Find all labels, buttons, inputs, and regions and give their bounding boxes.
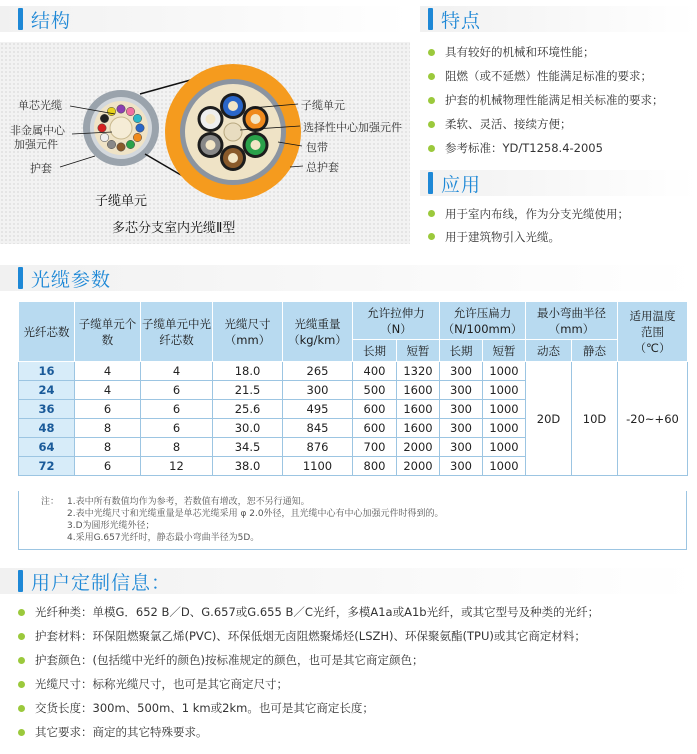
heading-bar — [428, 8, 433, 30]
heading-bar — [428, 172, 433, 194]
applications-heading — [428, 170, 481, 196]
features-heading — [428, 6, 481, 32]
params-heading — [18, 265, 111, 291]
list-item: 阻燃（或不延燃）性能满足标准的要求； — [428, 64, 664, 88]
header-weight: 光缆重量 （kg/km） — [283, 302, 353, 362]
list-item: 护套颜色：(包括缆中光纤的颜色)按标准规定的颜色，也可是其它商定颜色； — [18, 648, 599, 672]
custom-list — [18, 600, 599, 744]
table-row: 48 8 6 30.0 845 600 1600 300 1000 — [19, 419, 688, 438]
bullet-icon — [18, 705, 25, 712]
header-bend-dynamic: 动态 — [526, 340, 572, 362]
structure-title: 结构 — [31, 9, 72, 32]
heading-bar — [18, 8, 23, 30]
cable-illustration — [0, 42, 410, 244]
header-crush-long: 长期 — [440, 340, 483, 362]
header-sub-units: 子缆单元个数 — [75, 302, 141, 362]
fiber-dot — [107, 107, 115, 115]
header-bend-static: 静态 — [572, 340, 618, 362]
list-item: 具有较好的机械和环境性能； — [428, 40, 664, 64]
heading-bar — [18, 570, 23, 592]
bullet-icon — [18, 609, 25, 616]
fiber-dot — [133, 114, 141, 122]
header-tensile: 允许拉伸力 （N） — [353, 302, 440, 340]
structure-heading — [18, 6, 71, 32]
list-item: 其它要求：商定的其它特殊要求。 — [18, 720, 599, 744]
list-item: 交货长度：300m、500m、1 km或2km。也可是其它商定长度； — [18, 696, 599, 720]
params-title: 光缆参数 — [31, 268, 112, 291]
bullet-icon — [428, 97, 435, 104]
bullet-icon — [428, 49, 435, 56]
table-notes — [18, 491, 687, 550]
bullet-icon — [18, 729, 25, 736]
label-optional-strength: 选择性中心加强元件 — [303, 121, 402, 134]
note-item: 3.D为圆形光缆外径； — [67, 521, 155, 531]
list-item: 护套的机械物理性能满足相关标准的要求； — [428, 88, 664, 112]
header-crush: 允许压扁力 （N/100mm） — [440, 302, 526, 340]
label-outer-sheath: 总护套 — [306, 161, 339, 174]
table-row: 36 6 6 25.6 495 600 1600 300 1000 — [19, 400, 688, 419]
header-bend: 最小弯曲半径 （mm） — [526, 302, 618, 340]
header-crush-short: 短暂 — [483, 340, 526, 362]
applications-list — [428, 202, 629, 248]
fiber-dot — [117, 143, 125, 151]
label-sub-unit-caption: 子缆单元 — [95, 194, 148, 209]
heading-bar — [18, 267, 23, 289]
fiber-dot — [133, 133, 141, 141]
table-row: 72 6 12 38.0 1100 800 2000 300 1000 — [19, 457, 688, 476]
params-table — [18, 301, 688, 476]
bend-static-value: 10D — [572, 362, 618, 476]
fiber-dot — [98, 124, 106, 132]
cable-diagram — [0, 42, 410, 244]
note-item: 4.采用G.657光纤时，静态最小弯曲半径为5D。 — [67, 533, 260, 543]
fiber-dot — [136, 124, 144, 132]
header-fibers-per-unit: 子缆单元中光纤芯数 — [141, 302, 213, 362]
sub-unit-core — [206, 140, 216, 150]
center-strength-member — [224, 123, 242, 141]
sub-unit-core — [251, 114, 261, 124]
features-title: 特点 — [441, 9, 482, 32]
sub-unit-core — [251, 140, 261, 150]
label-sheath: 护套 — [30, 162, 52, 175]
fiber-dot — [117, 105, 125, 113]
table-row: 64 8 8 34.5 876 700 2000 300 1000 — [19, 438, 688, 457]
bullet-icon — [18, 657, 25, 664]
note-item: 1.表中所有数值均作为参考，若数值有增改，恕不另行通知。 — [67, 497, 310, 507]
features-list — [428, 40, 664, 160]
fiber-dot — [126, 107, 134, 115]
table-row: 24 4 6 21.5 300 500 1600 300 1000 — [19, 381, 688, 400]
bullet-icon — [428, 210, 435, 217]
bullet-icon — [428, 145, 435, 152]
note-item: 2.表中光缆尺寸和光缆重量是单芯光缆采用 φ 2.0外径，且光缆中心有中心加强元件时得到的。 — [67, 509, 444, 519]
label-sub-unit: 子缆单元 — [301, 99, 345, 112]
list-item: 护套材料：环保阻燃聚氯乙烯(PVC)、环保低烟无卤阻燃聚烯烃(LSZH)、环保聚氨酯(TPU)或其它商定材料； — [18, 624, 599, 648]
header-fiber-count: 光纤芯数 — [19, 302, 75, 362]
fiber-dot — [107, 140, 115, 148]
custom-title: 用户定制信息： — [31, 571, 172, 594]
header-size: 光缆尺寸 （mm） — [213, 302, 283, 362]
label-single-fiber: 单芯光缆 — [18, 99, 62, 112]
bullet-icon — [18, 633, 25, 640]
list-item: 用于室内布线，作为分支光缆使用； — [428, 202, 629, 225]
applications-title: 应用 — [441, 173, 482, 196]
header-tensile-long: 长期 — [353, 340, 397, 362]
diagram-caption: 多芯分支室内光缆Ⅱ型 — [112, 221, 236, 236]
bullet-icon — [18, 681, 25, 688]
header-tensile-short: 短暂 — [397, 340, 440, 362]
notes-label: 注： — [41, 497, 60, 507]
sub-unit-core — [206, 114, 216, 124]
label-strength-2: 加强元件 — [14, 138, 58, 151]
temp-range-value: -20~+60 — [618, 362, 688, 476]
label-strength-1: 非金属中心 — [10, 124, 65, 137]
header-temp: 适用温度 范围 （℃） — [618, 302, 688, 362]
bullet-icon — [428, 121, 435, 128]
fiber-dot — [100, 114, 108, 122]
table-row: 16 4 4 18.0 265 400 1320 300 1000 20D 10D -20~+60 — [19, 362, 688, 381]
label-wrap: 包带 — [306, 141, 328, 154]
sub-unit-core — [228, 101, 238, 111]
fiber-dot — [100, 133, 108, 141]
fiber-dot — [126, 140, 134, 148]
list-item: 用于建筑物引入光缆。 — [428, 225, 629, 248]
bend-dynamic-value: 20D — [526, 362, 572, 476]
custom-heading — [18, 568, 171, 594]
list-item: 柔软、灵活、接续方便； — [428, 112, 664, 136]
list-item: 光缆尺寸：标称光缆尺寸，也可是其它商定尺寸； — [18, 672, 599, 696]
sub-unit-core — [228, 153, 238, 163]
bullet-icon — [428, 73, 435, 80]
bullet-icon — [428, 233, 435, 240]
list-item: 参考标准：YD/T1258.4-2005 — [428, 136, 664, 160]
list-item: 光纤种类：单模G．652 B／D、G.657或G.655 B／C光纤，多模A1a或A1b光纤，或其它型号及种类的光纤； — [18, 600, 599, 624]
